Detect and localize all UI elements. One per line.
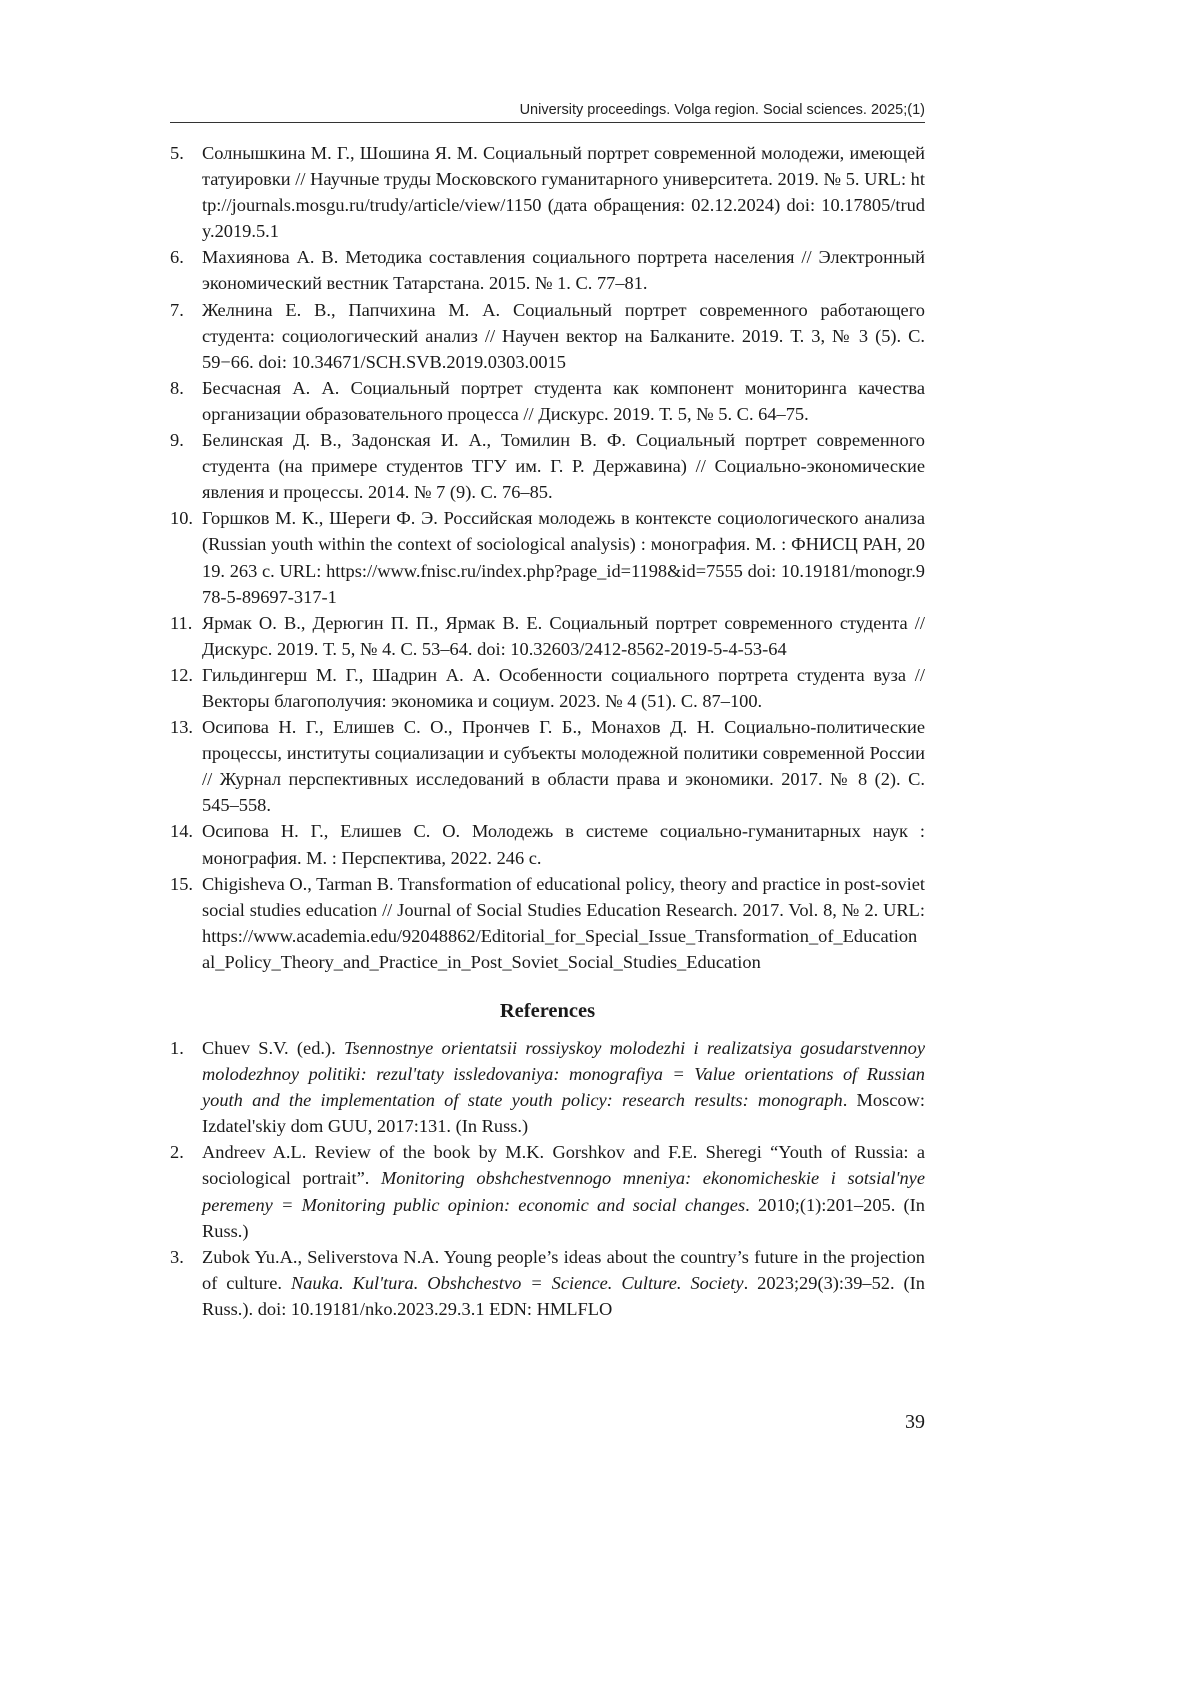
reference-item	[170, 662, 925, 714]
page-content	[170, 140, 925, 1322]
reference-item	[170, 1244, 925, 1322]
reference-number: 13.	[170, 717, 193, 738]
page-number: 39	[905, 1411, 925, 1433]
reference-source-italic: Monitoring obshchestvennogo mneniya: ekonomicheskie i sotsial'nye peremeny = Monitoring public opinion: economic and social changes	[202, 1168, 925, 1215]
reference-item	[170, 244, 925, 296]
reference-item	[170, 871, 925, 975]
reference-number: 6.	[170, 247, 184, 268]
reference-source-italic: Nauka. Kul'tura. Obshchestvo = Science. Culture. Society	[290, 1272, 744, 1293]
reference-text: Желнина Е. В., Папчихина М. А. Социальный портрет современного работающего студента: социологический анализ // Научен вектор на Балканите. 2019. Т. 3, № 3 (5). С. 59−66. doi: 10.34671/SCH.SVB.2019.0303.0015	[202, 299, 925, 372]
reference-item	[170, 714, 925, 818]
reference-item	[170, 610, 925, 662]
reference-text: Ярмак О. В., Дерюгин П. П., Ярмак В. Е. Социальный портрет современного студента // Дискурс. 2019. Т. 5, № 4. С. 53–64. doi: 10.32603/2412-8562-2019-5-4-53-64	[202, 612, 925, 659]
reference-item	[170, 375, 925, 427]
reference-item	[170, 427, 925, 505]
english-reference-list	[170, 1035, 925, 1322]
reference-number: 11.	[170, 612, 193, 633]
reference-number: 10.	[170, 508, 193, 529]
russian-reference-list	[170, 140, 925, 975]
reference-number: 9.	[170, 430, 184, 451]
reference-text: . Moscow: Izdatel'skiy dom GUU, 2017:131. (In Russ.)	[202, 1090, 925, 1137]
reference-text: Zubok Yu.A., Seliverstova N.A. Young people’s ideas about the country’s future in the projection of culture.	[202, 1246, 925, 1293]
reference-item	[170, 505, 925, 609]
reference-number: 5.	[170, 143, 184, 163]
reference-text: Осипова Н. Г., Елишев С. О., Прончев Г. Б., Монахов Д. Н. Социально-политические процессы, институты социализации и субъекты молодежной политики современной России // Журнал перспективных исследований в области права и экономики. 2017. № 8 (2). С. 545–558.	[202, 717, 925, 816]
reference-item	[170, 297, 925, 375]
reference-number: 7.	[170, 299, 184, 320]
reference-text: . 2023;29(3):39–52. (In Russ.). doi: 10.19181/nko.2023.29.3.1 EDN: HMLFLO	[202, 1272, 925, 1319]
reference-number: 8.	[170, 377, 184, 398]
reference-text: Chuev S.V. (ed.).	[202, 1038, 345, 1058]
reference-source-italic: Tsennostnye orientatsii rossiyskoy molodezhi i realizatsiya gosudarstvennoy molodezhnoy politiki: rezul'taty issledovaniya: monografiya = Value orientations of Russian youth and the implementation of state youth policy: research results: monograph	[202, 1038, 925, 1111]
reference-number: 1.	[170, 1038, 184, 1058]
reference-text: Солнышкина М. Г., Шошина Я. М. Социальный портрет современной молодежи, имеющей татуировки // Научные труды Московского гуманитарного университета. 2019. № 5. URL: http://journals.mosgu.ru/trudy/article/view/1150 (дата обращения: 02.12.2024) doi: 10.17805/trudy.2019.5.1	[202, 143, 925, 242]
reference-number: 2.	[170, 1142, 184, 1163]
reference-text: Осипова Н. Г., Елишев С. О. Молодежь в системе социально-гуманитарных наук : монография. М. : Перспектива, 2022. 246 с.	[202, 821, 925, 868]
reference-item	[170, 1035, 925, 1139]
reference-text: Махиянова А. В. Методика составления социального портрета населения // Электронный экономический вестник Татарстана. 2015. № 1. С. 77–81.	[202, 247, 925, 294]
reference-item	[170, 140, 925, 244]
reference-text: . 2010;(1):201–205. (In Russ.)	[202, 1194, 925, 1241]
reference-number: 12.	[170, 664, 193, 685]
reference-number: 3.	[170, 1246, 184, 1267]
reference-text: Горшков М. К., Шереги Ф. Э. Российская молодежь в контексте социологического анализа (Russian youth within the context of sociological analysis) : монография. М. : ФНИСЦ РАН, 2019. 263 с. URL: https://www.fnisc.ru/index.php?page_id=1198&id=7555 doi: 10.19181/monogr.978-5-89697-317-1	[202, 508, 925, 607]
reference-number: 15.	[170, 873, 193, 894]
reference-text: Бесчасная А. А. Социальный портрет студента как компонент мониторинга качества организации образовательного процесса // Дискурс. 2019. Т. 5, № 5. С. 64–75.	[202, 377, 925, 424]
reference-item	[170, 1139, 925, 1243]
reference-text: Chigisheva O., Tarman B. Transformation of educational policy, theory and practice in post-soviet social studies education // Journal of Social Studies Education Research. 2017. Vol. 8, № 2. URL: https://www.academia.edu/92048862/Editorial_for_Special_Issue_Transformation_of_Educational_Policy_Theory_and_Practice_in_Post_Soviet_Social_Studies_Education	[202, 873, 925, 972]
reference-item	[170, 818, 925, 870]
reference-text: Белинская Д. В., Задонская И. А., Томилин В. Ф. Социальный портрет современного студента (на примере студентов ТГУ им. Г. Р. Державина) // Социально-экономические явления и процессы. 2014. № 7 (9). С. 76–85.	[202, 430, 925, 503]
reference-text: Andreev A.L. Review of the book by M.K. Gorshkov and F.E. Sheregi “Youth of Russia: a sociological portrait”.	[202, 1142, 925, 1189]
reference-text: Гильдингерш М. Г., Шадрин А. А. Особенности социального портрета студента вуза // Векторы благополучия: экономика и социум. 2023. № 4 (51). С. 87–100.	[202, 664, 925, 711]
reference-number: 14.	[170, 821, 193, 842]
running-header: University proceedings. Volga region. Social sciences. 2025;(1)	[170, 102, 925, 123]
references-heading: References	[499, 1000, 596, 1022]
